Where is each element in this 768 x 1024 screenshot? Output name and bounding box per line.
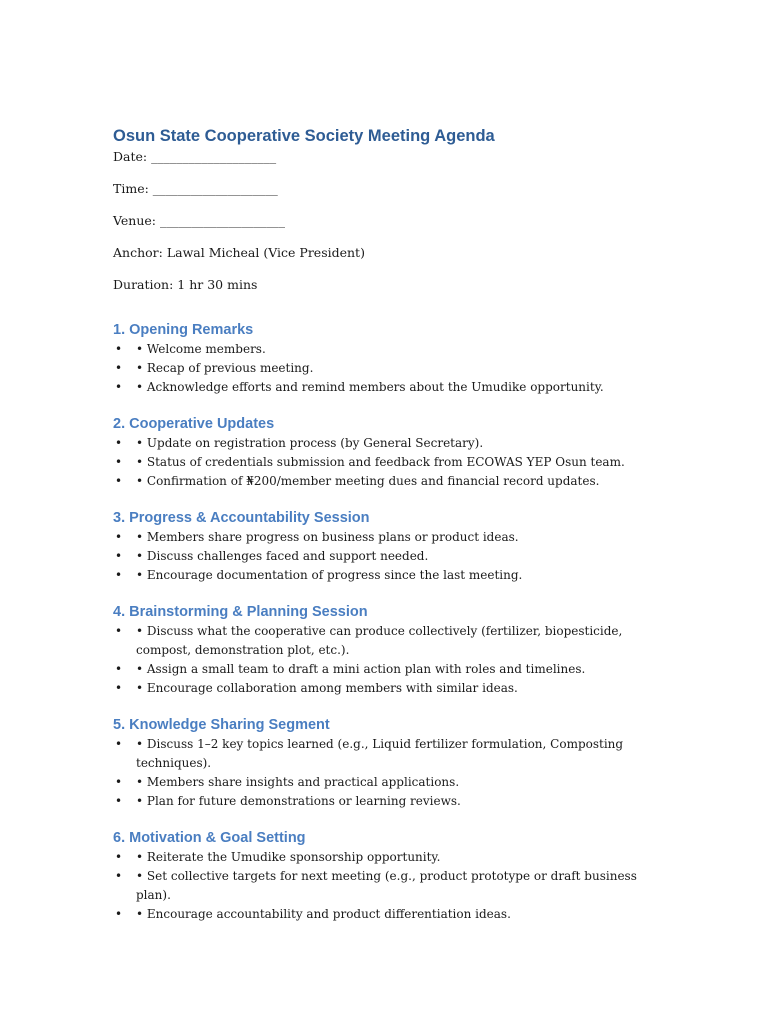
section-knowledge-sharing	[113, 715, 673, 828]
bullet-marker: •	[115, 624, 123, 638]
section-heading: 1. Opening Remarks	[113, 322, 254, 338]
bullet-marker: •	[115, 342, 123, 356]
bullet-marker: •	[115, 794, 123, 808]
document-title: Osun State Cooperative Society Meeting Agenda	[113, 127, 495, 145]
list-item-text: • Discuss 1–2 key topics learned (e.g., Liquid fertilizer formulation, Composting techniques).	[136, 737, 624, 770]
list-item-text: • Acknowledge efforts and remind members about the Umudike opportunity.	[136, 380, 604, 394]
list-item	[113, 472, 673, 491]
bullet-marker: •	[115, 869, 123, 883]
section-heading: 6. Motivation & Goal Setting	[113, 830, 306, 846]
bullet-marker: •	[115, 436, 123, 450]
section-opening-remarks	[113, 320, 673, 414]
bullet-marker: •	[115, 681, 123, 695]
meta-duration: Duration: 1 hr 30 mins	[113, 277, 258, 292]
list-item-text: • Discuss what the cooperative can produce collectively (fertilizer, biopesticide, compost, demonstration plot, etc.).	[136, 624, 623, 657]
list-item-text: • Assign a small team to draft a mini action plan with roles and timelines.	[136, 662, 586, 676]
list-item	[113, 679, 673, 698]
list-item-text: • Reiterate the Umudike sponsorship opportunity.	[136, 850, 441, 864]
list-item-text: • Members share progress on business plans or product ideas.	[136, 530, 519, 544]
bullet-list	[113, 735, 673, 811]
bullet-marker: •	[115, 737, 123, 751]
list-item	[113, 434, 673, 453]
meta-time: Time: ____________________	[113, 181, 278, 196]
bullet-marker: •	[115, 530, 123, 544]
bullet-list	[113, 622, 673, 698]
list-item	[113, 378, 673, 397]
meta-date: Date: ____________________	[113, 149, 277, 164]
section-motivation-goal-setting	[113, 828, 673, 922]
list-item	[113, 735, 673, 773]
bullet-list	[113, 434, 673, 491]
bullet-list	[113, 848, 673, 924]
list-item-text: • Confirmation of ₦200/member meeting dues and financial record updates.	[136, 474, 600, 488]
list-item	[113, 773, 673, 792]
section-cooperative-updates	[113, 414, 673, 508]
section-heading: 4. Brainstorming & Planning Session	[113, 604, 368, 620]
list-item	[113, 340, 673, 359]
list-item	[113, 566, 673, 585]
bullet-marker: •	[115, 380, 123, 394]
document-body	[113, 124, 673, 922]
section-brainstorming-planning	[113, 602, 673, 715]
bullet-marker: •	[115, 662, 123, 676]
list-item-text: • Plan for future demonstrations or learning reviews.	[136, 794, 461, 808]
list-item	[113, 905, 673, 924]
list-item-text: • Encourage documentation of progress since the last meeting.	[136, 568, 523, 582]
list-item	[113, 792, 673, 811]
list-item	[113, 453, 673, 472]
bullet-list	[113, 528, 673, 585]
bullet-marker: •	[115, 455, 123, 469]
bullet-marker: •	[115, 474, 123, 488]
meta-venue: Venue: ____________________	[113, 213, 285, 228]
section-heading: 2. Cooperative Updates	[113, 416, 275, 432]
list-item-text: • Update on registration process (by General Secretary).	[136, 436, 484, 450]
list-item-text: • Recap of previous meeting.	[136, 361, 314, 375]
bullet-marker: •	[115, 361, 123, 375]
list-item-text: • Members share insights and practical applications.	[136, 775, 460, 789]
meta-anchor: Anchor: Lawal Micheal (Vice President)	[113, 245, 365, 260]
list-item	[113, 622, 673, 660]
list-item-text: • Set collective targets for next meeting (e.g., product prototype or draft business plan).	[136, 869, 637, 902]
bullet-marker: •	[115, 907, 123, 921]
section-progress-accountability	[113, 508, 673, 602]
bullet-marker: •	[115, 568, 123, 582]
list-item-text: • Encourage accountability and product differentiation ideas.	[136, 907, 511, 921]
list-item-text: • Status of credentials submission and feedback from ECOWAS YEP Osun team.	[136, 455, 625, 469]
list-item	[113, 867, 673, 905]
bullet-marker: •	[115, 850, 123, 864]
list-item	[113, 528, 673, 547]
section-heading: 3. Progress & Accountability Session	[113, 510, 370, 526]
bullet-marker: •	[115, 775, 123, 789]
list-item	[113, 547, 673, 566]
section-heading: 5. Knowledge Sharing Segment	[113, 717, 330, 733]
list-item-text: • Encourage collaboration among members with similar ideas.	[136, 681, 518, 695]
bullet-list	[113, 340, 673, 397]
list-item	[113, 848, 673, 867]
bullet-marker: •	[115, 549, 123, 563]
list-item-text: • Discuss challenges faced and support needed.	[136, 549, 429, 563]
list-item	[113, 660, 673, 679]
list-item	[113, 359, 673, 378]
list-item-text: • Welcome members.	[136, 342, 266, 356]
